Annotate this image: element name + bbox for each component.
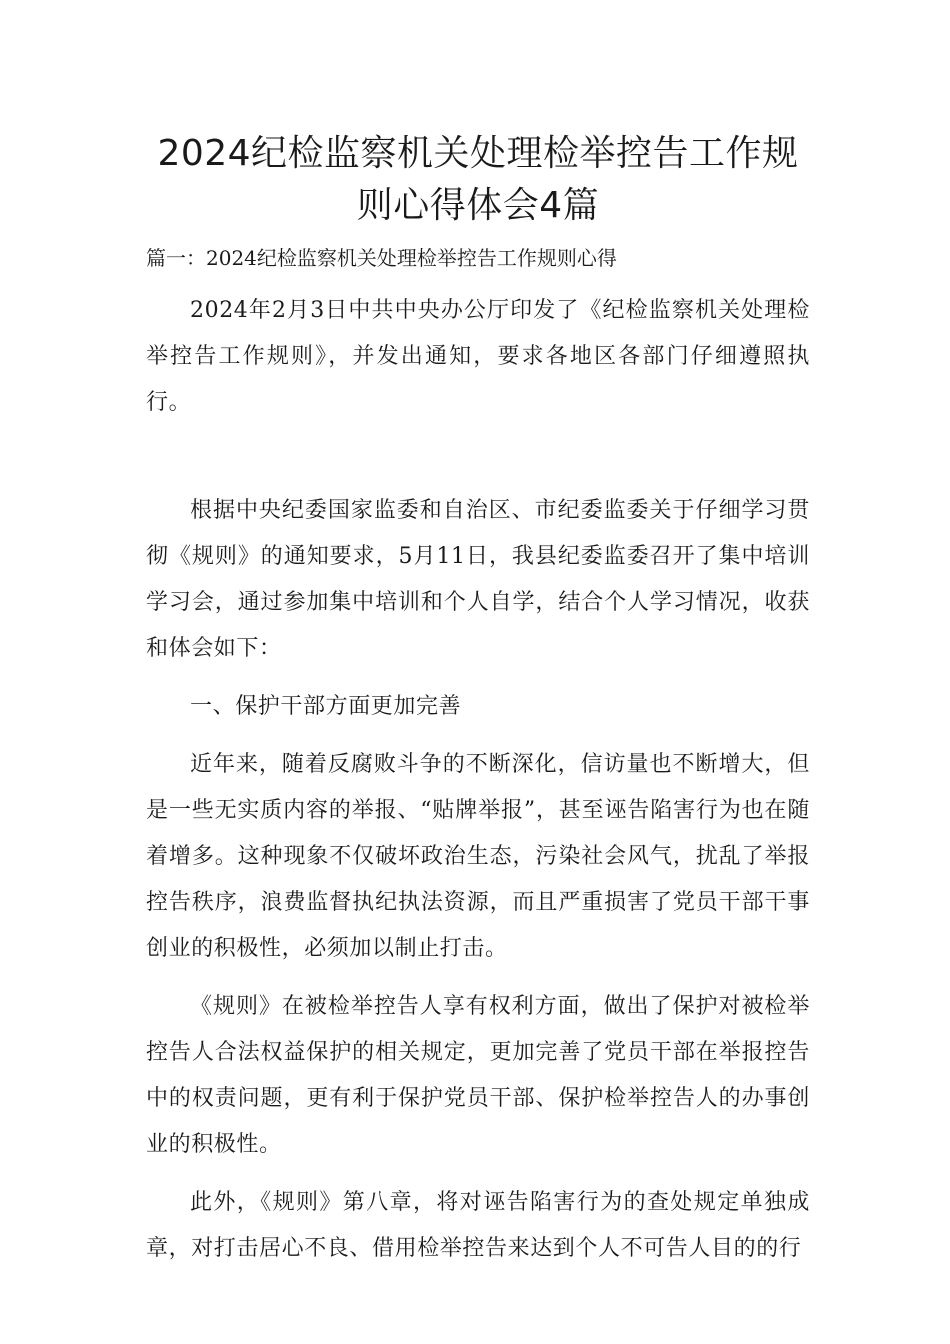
paragraph-rights: 《规则》在被检举控告人享有权利方面，做出了保护对被检举控告人合法权益保护的相关规定，更加完善了党员干部在举报控告中的权责问题，更有利于保护党员干部、保护检举控告人的办事创业的积极性。 xyxy=(146,994,810,1157)
paragraph-intro: 2024年2月3日中共中央办公厅印发了《纪检监察机关处理检举控告工作规则》，并发出通知，要求各地区各部门仔细遵照执行。 xyxy=(146,298,810,415)
paragraph-chapter-eight: 此外，《规则》第八章，将对诬告陷害行为的查处规定单独成章，对打击居心不良、借用检举控告来达到个人不可告人目的的行 xyxy=(146,1190,810,1261)
paragraph-background: 近年来，随着反腐败斗争的不断深化，信访量也不断增大，但是一些无实质内容的举报、“贴牌举报”，甚至诬告陷害行为也在随着增多。这种现象不仅破坏政治生态，污染社会风气，扰乱了举报控告秩序，浪费监督执纪执法资源，而且严重损害了党员干部干事创业的积极性，必须加以制止打击。 xyxy=(146,752,810,961)
paragraph-study: 根据中央纪委国家监委和自治区、市纪委监委关于仔细学习贯彻《规则》的通知要求，5月11日，我县纪委监委召开了集中培训学习会，通过参加集中培训和个人自学，结合个人学习情况，收获和体会如下： xyxy=(146,498,810,661)
section-heading: 一、保护干部方面更加完善 xyxy=(190,694,462,719)
document-title: 2024纪检监察机关处理检举控告工作规则心得体会4篇 xyxy=(157,133,799,226)
document-subtitle: 篇一：2024纪检监察机关处理检举控告工作规则心得 xyxy=(146,246,617,270)
